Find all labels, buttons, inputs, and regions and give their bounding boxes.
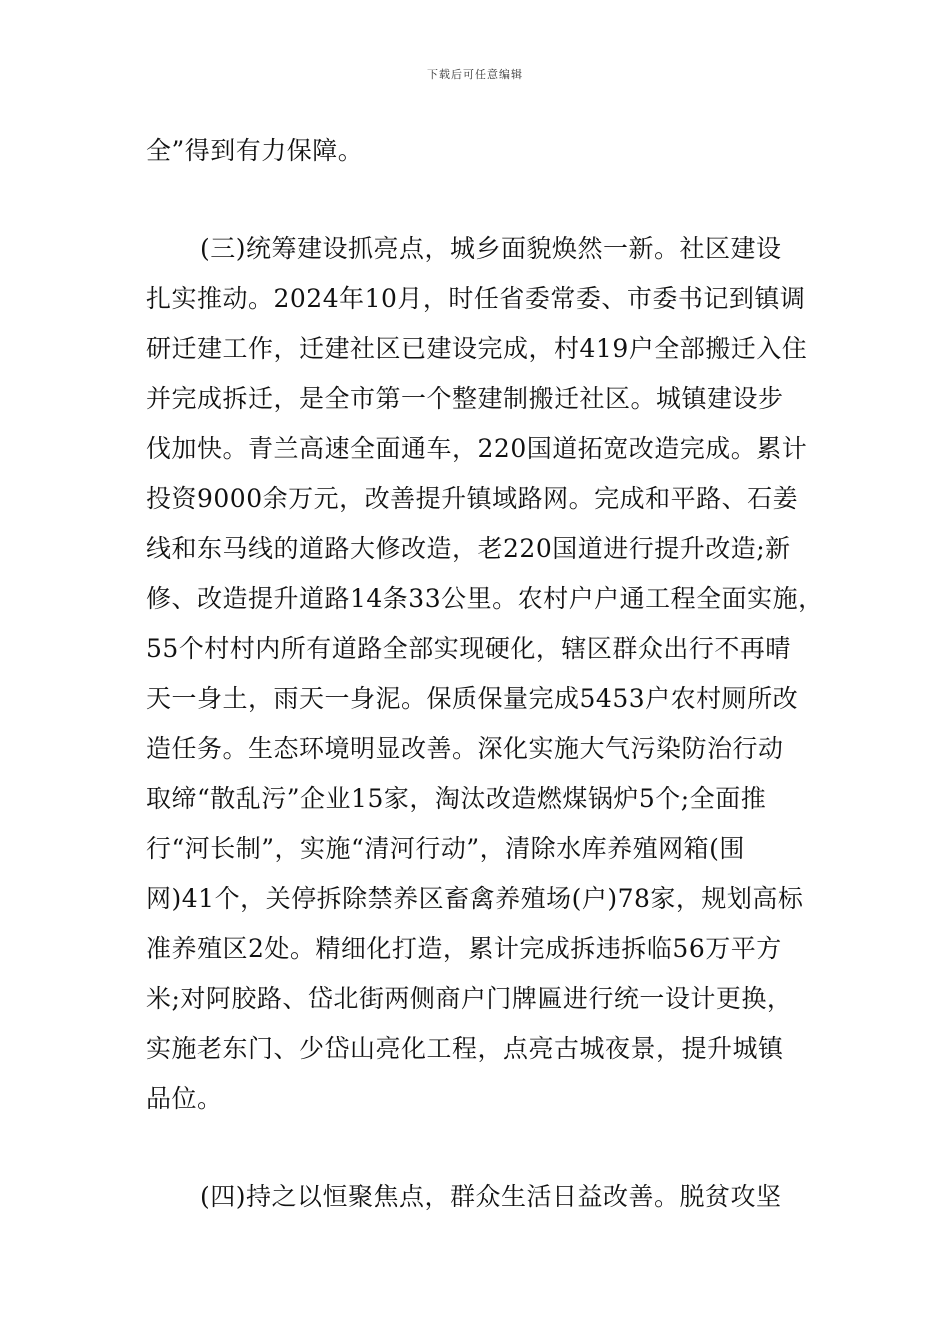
text-line: 伐加快。青兰高速全面通车，220国道拓宽改造完成。累计 xyxy=(146,434,808,463)
text-line: 米;对阿胶路、岱北街两侧商户门牌匾进行统一设计更换， xyxy=(146,984,793,1013)
text-line: 全”得到有力保障。 xyxy=(146,136,364,165)
document-header-note: 下载后可任意编辑 xyxy=(427,68,523,81)
text-line: 准养殖区2处。精细化打造，累计完成拆违拆临56万平方 xyxy=(146,934,782,963)
paragraph-heading-line: (四)持之以恒聚焦点，群众生活日益改善。脱贫攻坚 xyxy=(200,1182,782,1211)
text-line: 55个村村内所有道路全部实现硬化，辖区群众出行不再晴 xyxy=(146,634,791,663)
text-line: 修、改造提升道路14条33公里。农村户户通工程全面实施， xyxy=(146,584,824,613)
text-line: 扎实推动。2024年10月，时任省委常委、市委书记到镇调 xyxy=(146,284,806,313)
text-line: 网)41个，关停拆除禁养区畜禽养殖场(户)78家，规划高标 xyxy=(146,884,804,913)
paragraph-heading-line: (三)统筹建设抓亮点，城乡面貌焕然一新。社区建设 xyxy=(200,234,782,263)
text-line: 并完成拆迁，是全市第一个整建制搬迁社区。城镇建设步 xyxy=(146,384,784,413)
text-line: 投资9000余万元，改善提升镇域路网。完成和平路、石姜 xyxy=(146,484,799,513)
text-line: 天一身土，雨天一身泥。保质保量完成5453户农村厕所改 xyxy=(146,684,799,713)
text-line: 品位。 xyxy=(146,1084,223,1113)
text-line: 造任务。生态环境明显改善。深化实施大气污染防治行动 xyxy=(146,734,784,763)
text-line: 研迁建工作，迁建社区已建设完成，村419户全部搬迁入住 xyxy=(146,334,808,363)
text-line: 行“河长制”，实施“清河行动”，清除水库养殖网箱(围 xyxy=(146,834,745,863)
text-line: 实施老东门、少岱山亮化工程，点亮古城夜景，提升城镇 xyxy=(146,1034,784,1063)
text-line: 取缔“散乱污”企业15家，淘汰改造燃煤锅炉5个;全面推 xyxy=(146,784,767,813)
text-line: 线和东马线的道路大修改造，老220国道进行提升改造;新 xyxy=(146,534,791,563)
